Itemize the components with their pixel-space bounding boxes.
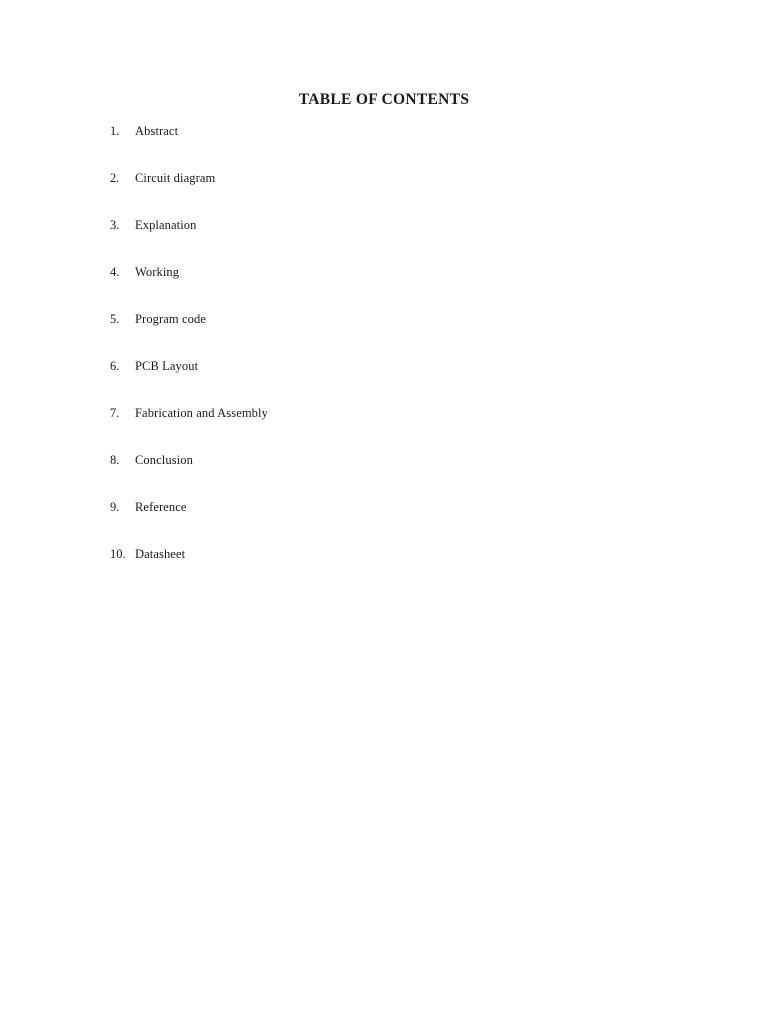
list-item xyxy=(110,500,670,547)
list-item-label: Circuit diagram xyxy=(135,171,216,185)
page-title: TABLE OF CONTENTS xyxy=(298,91,470,108)
list-item xyxy=(110,218,670,265)
list-item-number: 3. xyxy=(110,218,120,232)
list-item-label: Explanation xyxy=(135,218,197,232)
list-item-label: PCB Layout xyxy=(135,359,199,373)
list-item-label: Datasheet xyxy=(135,547,186,561)
list-item xyxy=(110,312,670,359)
list-item-number: 9. xyxy=(110,500,120,514)
list-item-number: 6. xyxy=(110,359,120,373)
list-item-number: 2. xyxy=(110,171,120,185)
list-item xyxy=(110,359,670,406)
list-item xyxy=(110,547,670,594)
list-item-number: 10. xyxy=(110,547,126,561)
list-item-number: 7. xyxy=(110,406,120,420)
list-item xyxy=(110,171,670,218)
list-item-label: Fabrication and Assembly xyxy=(135,406,268,420)
list-item-label: Reference xyxy=(135,500,187,514)
table-of-contents-list xyxy=(110,124,670,594)
list-item-label: Abstract xyxy=(135,124,179,138)
list-item-label: Working xyxy=(135,265,180,279)
list-item-number: 8. xyxy=(110,453,120,467)
list-item-label: Conclusion xyxy=(135,453,193,467)
list-item xyxy=(110,406,670,453)
list-item xyxy=(110,124,670,171)
list-item-number: 1. xyxy=(110,124,120,138)
list-item-number: 4. xyxy=(110,265,120,279)
list-item-number: 5. xyxy=(110,312,120,326)
list-item xyxy=(110,265,670,312)
list-item-label: Program code xyxy=(135,312,206,326)
list-item xyxy=(110,453,670,500)
